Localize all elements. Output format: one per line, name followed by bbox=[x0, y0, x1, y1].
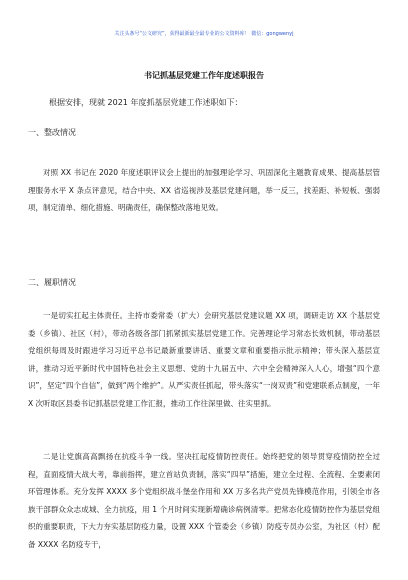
document-title: 书记抓基层党建工作年度述职报告 bbox=[144, 71, 264, 80]
header-banner[interactable]: 关注头条号“公文研究”，获得最新最全最专业的公文资料库！ 微信：gongwenyj bbox=[114, 31, 294, 37]
intro-line: 根据安排，现就 2021 年度抓基层党建工作述职如下： bbox=[49, 98, 243, 107]
paragraph-responsibility: 一是切实扛起主体责任。主持市委常委（扩大）会研究基层党建议题 XX 项，调研走访 XX 个基层党委（乡镇）、社区（村），带动各级各部门抓紧抓实基层党建工作。完善理论学习常态长效机制，带动基层党组织每周及时跟进学习习近平总书记最新重要讲话、重要文章和重要指示批示精神；带头深入基层宣讲，推动习近平新时代中国特色社会主义思想、党的十九届五中、六中全会精神深入人心，增强“四个意识”，坚定“四个自信”，做到“两个维护”。从严实责任抓起，带头落实“一岗双责”和党建联系点制度，一年 X 次听取区县委书记抓基层党建工作汇报，推动工作往深里做、往实里抓。 bbox=[28, 311, 380, 408]
paragraph-rectification: 对照 XX 书记在 2020 年度述职评议会上提出的加强理论学习、巩固深化主题教育成果、提高基层管理服务水平 X 条点评意见，结合中央、XX 省巡视涉及基层党建问题，举一反三，找差距、补短板、强弱项，制定清单、细化措施、明确责任，确保整改落地见效。 bbox=[28, 168, 380, 212]
paragraph-epidemic: 二是让党旗高高飘扬在抗疫斗争一线。坚决扛起疫情防控责任。始终把党的领导贯穿疫情防控全过程，直面疫情大战大考，靠前指挥，建立首站负责制，落实“四早”措施，建立全过程、全流程、全要素闭环管理体系。充分发挥 XXXX 多个党组织战斗堡垒作用和 XX 万多名共产党员先锋模范作用，引领全市各族干部群众众志成城、全力抗疫，用 1 个月时间实现新增确诊病例清零。把常态化疫情防控作为基层党组织的重要职责，下大力夯实基层防疫力量，设置 XXX 个管委会（乡镇）防疫专员办公室，为社区（村）配备 XXXX 名防疫专干， bbox=[28, 452, 380, 549]
section-heading-performance: 二、履职情况 bbox=[28, 278, 76, 287]
section-heading-rectification: 一、整改情况 bbox=[28, 128, 76, 137]
